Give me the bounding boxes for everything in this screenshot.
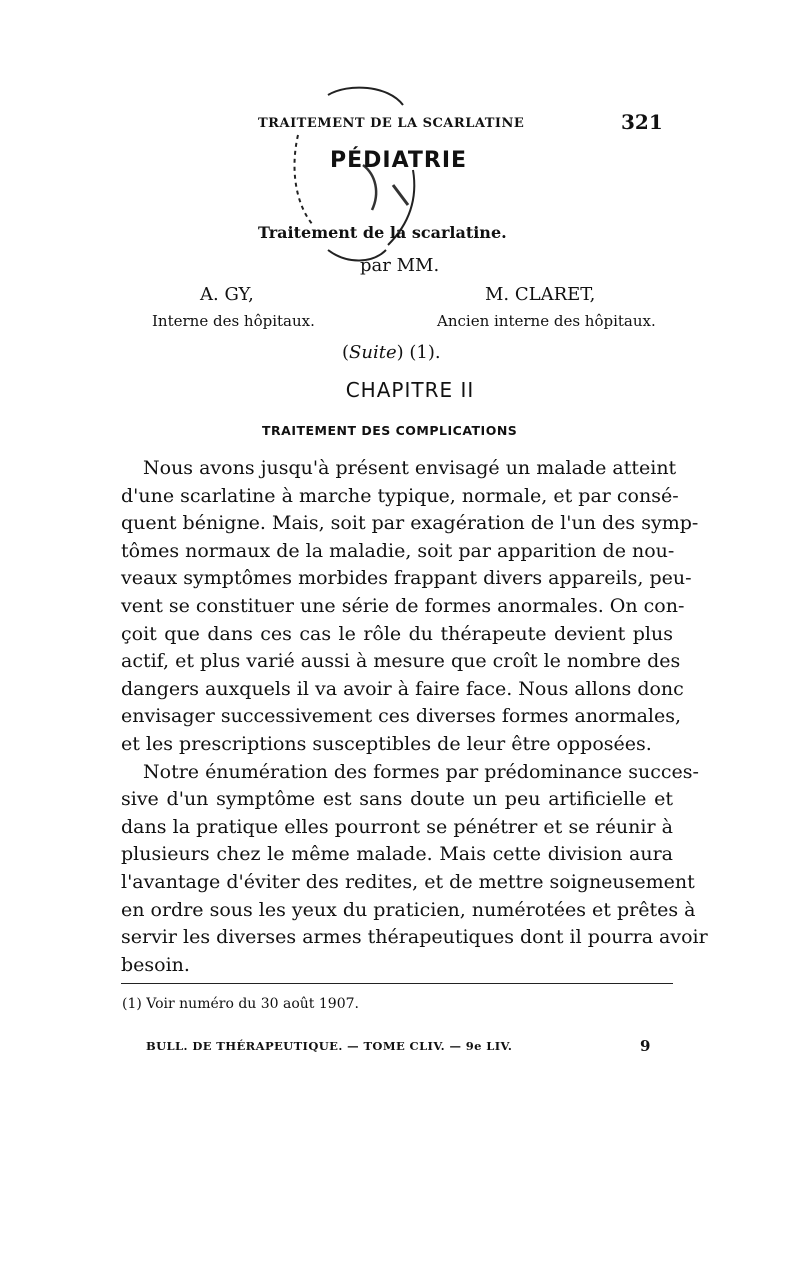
body-line: en ordre sous les yeux du praticien, numérotées et prêtes à — [121, 898, 696, 921]
byline: par MM. — [360, 255, 440, 276]
library-stamp-icon — [268, 75, 438, 275]
body-line: envisager successivement ces diverses formes anormales, — [121, 705, 682, 728]
body-line: çoit que dans ces cas le rôle du thérapeute devient plus — [121, 622, 673, 645]
running-title: TRAITEMENT DE LA SCARLATINE — [258, 116, 525, 131]
body-line: veaux symptômes morbides frappant divers appareils, peu- — [121, 567, 692, 590]
footnote-divider — [121, 983, 673, 984]
suite-label: Suite — [349, 342, 397, 363]
section-title: PÉDIATRIE — [330, 148, 468, 173]
body-line: quent bénigne. Mais, soit par exagération de l'un des symp- — [121, 512, 699, 535]
body-line: dangers auxquels il va avoir à faire face. Nous allons donc — [121, 677, 684, 700]
signature-number: 9 — [640, 1037, 651, 1055]
journal-footer: BULL. DE THÉRAPEUTIQUE. — TOME CLIV. — 9e LIV. — [146, 1039, 513, 1053]
page-number: 321 — [621, 110, 663, 134]
body-line: l'avantage d'éviter des redites, et de mettre soigneusement — [121, 870, 695, 893]
body-line: Notre énumération des formes par prédominance succes- — [143, 760, 699, 783]
body-line: et les prescriptions susceptibles de leur être opposées. — [121, 732, 652, 755]
body-line: tômes normaux de la maladie, soit par apparition de nou- — [121, 539, 675, 562]
body-line: dans la pratique elles pourront se pénétrer et se réunir à — [121, 815, 673, 838]
author-name: A. GY, — [200, 284, 254, 305]
author-role: Ancien interne des hôpitaux. — [437, 312, 656, 330]
author-name: M. CLARET, — [485, 284, 596, 305]
body-line: sive d'un symptôme est sans doute un peu artificielle et — [121, 788, 673, 811]
body-line: servir les diverses armes thérapeutiques dont il pourra avoir — [121, 926, 708, 949]
body-line: actif, et plus varié aussi à mesure que croît le nombre des — [121, 650, 681, 673]
suite-footnote-ref: (1). — [409, 342, 441, 363]
chapter-title: CHAPITRE II — [345, 378, 475, 402]
body-line: plusieurs chez le même malade. Mais cette division aura — [121, 843, 673, 866]
author-role: Interne des hôpitaux. — [152, 312, 315, 330]
body-text — [121, 455, 708, 979]
footnote: (1) Voir numéro du 30 août 1907. — [122, 996, 359, 1012]
article-title: Traitement de la scarlatine. — [258, 223, 507, 242]
body-line: vent se constituer une série de formes anormales. On con- — [121, 594, 685, 617]
body-line: Nous avons jusqu'à présent envisagé un malade atteint — [143, 457, 677, 479]
body-line: d'une scarlatine à marche typique, normale, et par consé- — [121, 484, 679, 507]
chapter-subtitle: TRAITEMENT DES COMPLICATIONS — [262, 423, 518, 438]
body-line: besoin. — [121, 953, 190, 976]
suite-note: (Suite) (1). — [342, 342, 441, 363]
